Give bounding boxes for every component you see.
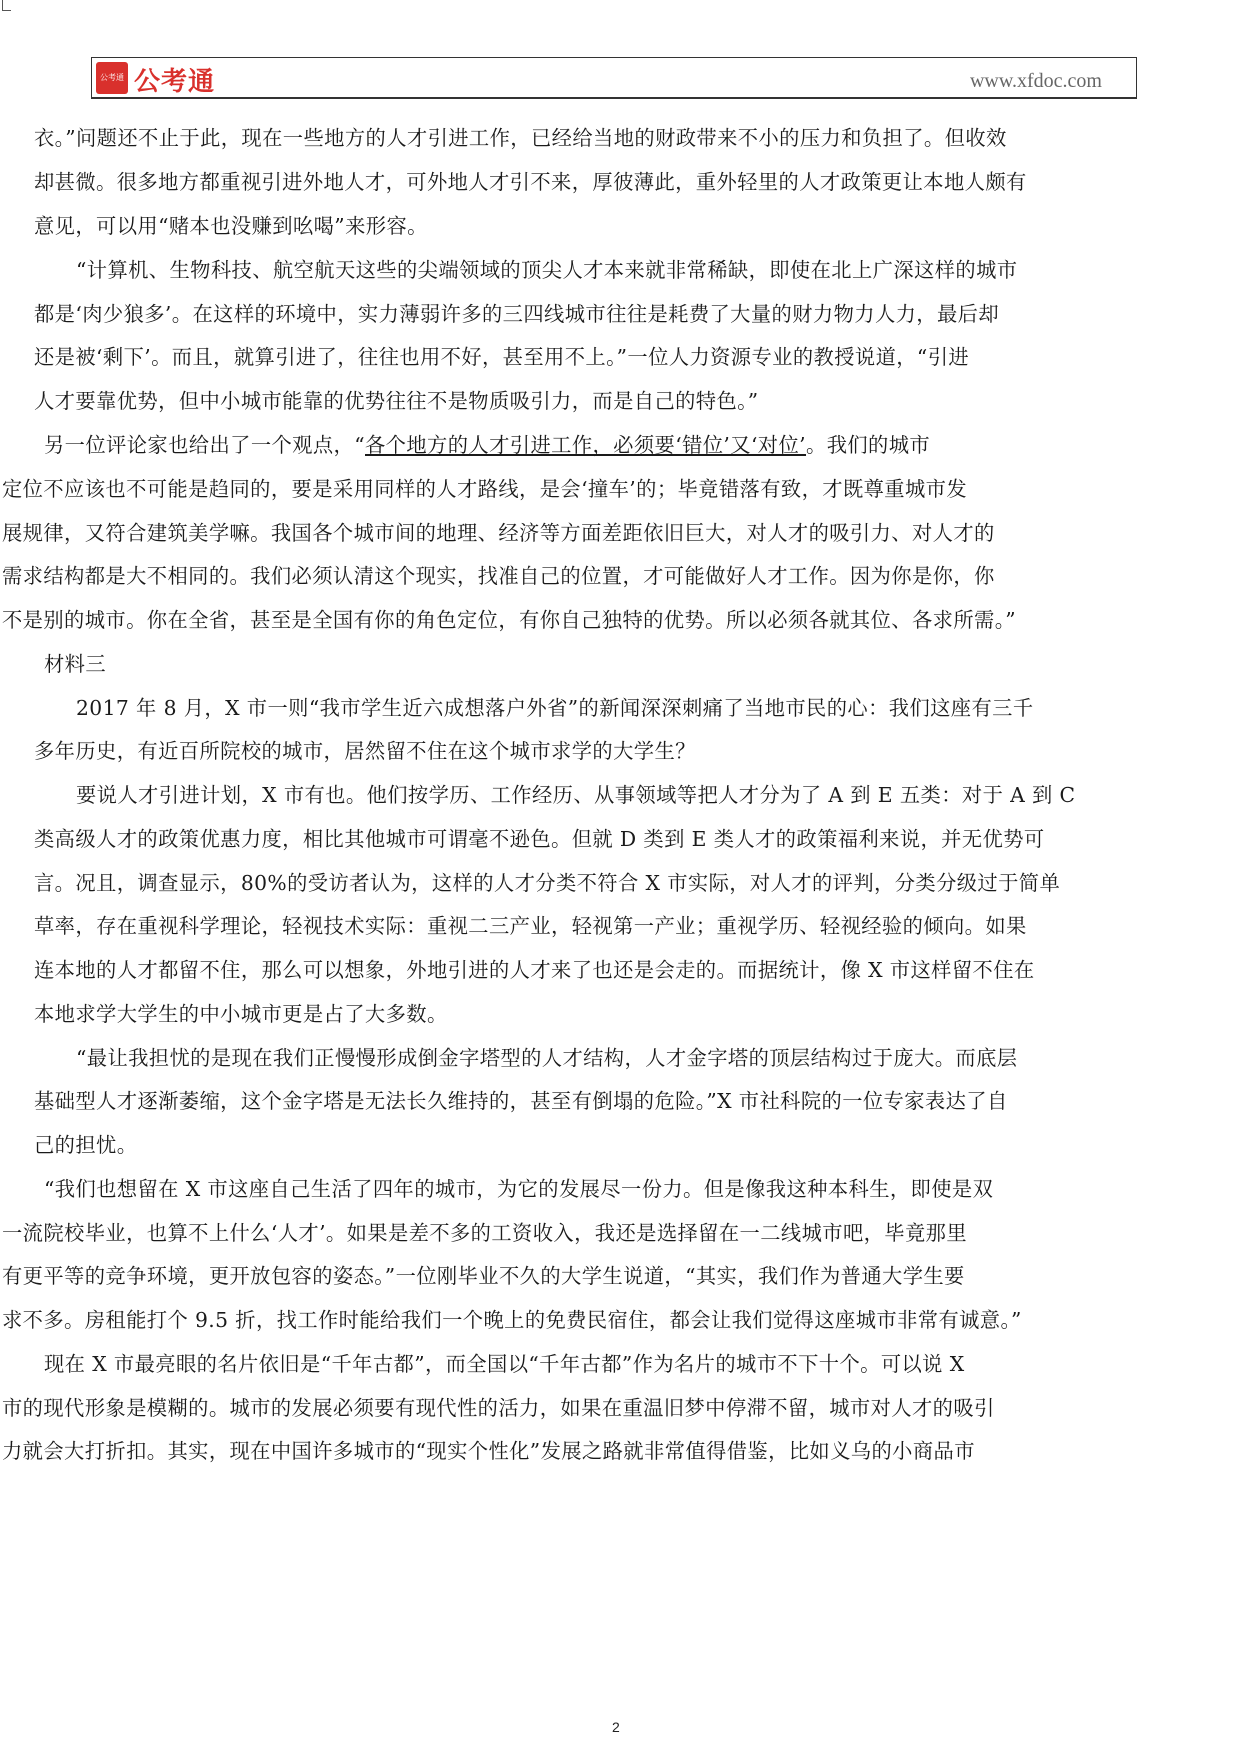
logo-badge: 公考通 [96, 62, 128, 94]
text-line: 2017 年 8 月，X 市一则“我市学生近六成想落户外省”的新闻深深刺痛了当地市民的心：我们这座有三千 [76, 696, 1034, 720]
text-line: 现在 X 市最亮眼的名片依旧是“千年古都”，而全国以“千年古都”作为名片的城市不下十个。可以说 X [44, 1352, 965, 1376]
text-line: 人才要靠优势，但中小城市能靠的优势往往不是物质吸引力，而是自己的特色。” [34, 389, 759, 413]
underlined-quote: 各个地方的人才引进工作，必须要‘错位’又‘对位’ [365, 433, 807, 457]
text-line: 需求结构都是大不相同的。我们必须认清这个现实，找准自己的位置，才可能做好人才工作。因为你是你，你 [2, 564, 995, 588]
text-line: “最让我担忧的是现在我们正慢慢形成倒金字塔型的人才结构，人才金字塔的顶层结构过于庞大。而底层 [76, 1046, 1018, 1070]
corner-crop-mark [2, 0, 11, 11]
page-number: 2 [612, 1719, 620, 1735]
text-line: 基础型人才逐渐萎缩，这个金字塔是无法长久维持的，甚至有倒塌的危险。”X 市社科院的一位专家表达了自 [34, 1089, 1008, 1113]
text-line: 草率，存在重视科学理论，轻视技术实际：重视二三产业，轻视第一产业；重视学历、轻视经验的倾向。如果 [34, 914, 1027, 938]
text-line: 要说人才引进计划，X 市有也。他们按学历、工作经历、从事领域等把人才分为了 A 到 E 五类：对于 A 到 C [76, 783, 1076, 807]
text-line: 还是被‘剩下’。而且，就算引进了，往往也用不好，甚至用不上。”一位人力资源专业的教授说道，“引进 [34, 345, 970, 369]
text-line: 定位不应该也不可能是趋同的，要是采用同样的人才路线，是会‘撞车’的；毕竟错落有致，才既尊重城市发 [2, 477, 968, 501]
section-heading: 材料三 [44, 652, 107, 676]
text-line: 连本地的人才都留不住，那么可以想象，外地引进的人才来了也还是会走的。而据统计，像 X 市这样留不住在 [34, 958, 1035, 982]
text-segment: 。我们的城市 [806, 433, 931, 457]
text-line: 都是‘肉少狼多’。在这样的环境中，实力薄弱许多的三四线城市往往是耗费了大量的财力物力人力，最后却 [34, 302, 1000, 326]
text-line: 有更平等的竞争环境，更开放包容的姿态。”一位刚毕业不久的大学生说道，“其实，我们作为普通大学生要 [2, 1264, 965, 1288]
text-line: 力就会大打折扣。其实，现在中国许多城市的“现实个性化”发展之路就非常值得借鉴，比如义乌的小商品市 [2, 1439, 975, 1463]
text-line: 意见，可以用“赌本也没赚到吆喝”来形容。 [34, 214, 428, 238]
text-line: 求不多。房租能打个 9.5 折，找工作时能给我们一个晚上的免费民宿住，都会让我们觉得这座城市非常有诚意。” [2, 1308, 1022, 1332]
text-line: “我们也想留在 X 市这座自己生活了四年的城市，为它的发展尽一份力。但是像我这种本科生，即使是双 [44, 1177, 994, 1201]
text-line: 类高级人才的政策优惠力度，相比其他城市可谓毫不逊色。但就 D 类到 E 类人才的政策福利来说，并无优势可 [34, 827, 1045, 851]
text-line: 展规律，又符合建筑美学嘛。我国各个城市间的地理、经济等方面差距依旧巨大，对人才的吸引力、对人才的 [2, 521, 995, 545]
text-line: 一流院校毕业，也算不上什么‘人才’。如果是差不多的工资收入，我还是选择留在一二线城市吧，毕竟那里 [2, 1221, 968, 1245]
text-line: 衣。”问题还不止于此，现在一些地方的人才引进工作，已经给当地的财政带来不小的压力和负担了。但收效 [34, 126, 1007, 150]
site-url[interactable]: www.xfdoc.com [969, 70, 1102, 92]
text-line: 己的担忧。 [34, 1133, 138, 1157]
text-line: 不是别的城市。你在全省，甚至是全国有你的角色定位，有你自己独特的优势。所以必须各就其位、各求所需。” [2, 608, 1017, 632]
text-line-underlined [44, 429, 930, 458]
text-line: 本地求学大学生的中小城市更是占了大多数。 [34, 1002, 448, 1026]
page-header [91, 57, 1137, 99]
text-segment: 另一位评论家也给出了一个观点，“ [44, 433, 365, 457]
text-line: 却甚微。很多地方都重视引进外地人才，可外地人才引不来，厚彼薄此，重外轻里的人才政策更让本地人颇有 [34, 170, 1027, 194]
text-line: 多年历史，有近百所院校的城市，居然留不住在这个城市求学的大学生？ [34, 739, 696, 763]
text-line: “计算机、生物科技、航空航天这些的尖端领域的顶尖人才本来就非常稀缺，即使在北上广深这样的城市 [76, 258, 1018, 282]
text-line: 市的现代形象是模糊的。城市的发展必须要有现代性的活力，如果在重温旧梦中停滞不留，城市对人才的吸引 [2, 1396, 995, 1420]
text-line: 言。况且，调查显示，80%的受访者认为，这样的人才分类不符合 X 市实际，对人才的评判，分类分级过于简单 [34, 871, 1061, 895]
logo-text: 公考通 [134, 67, 216, 97]
